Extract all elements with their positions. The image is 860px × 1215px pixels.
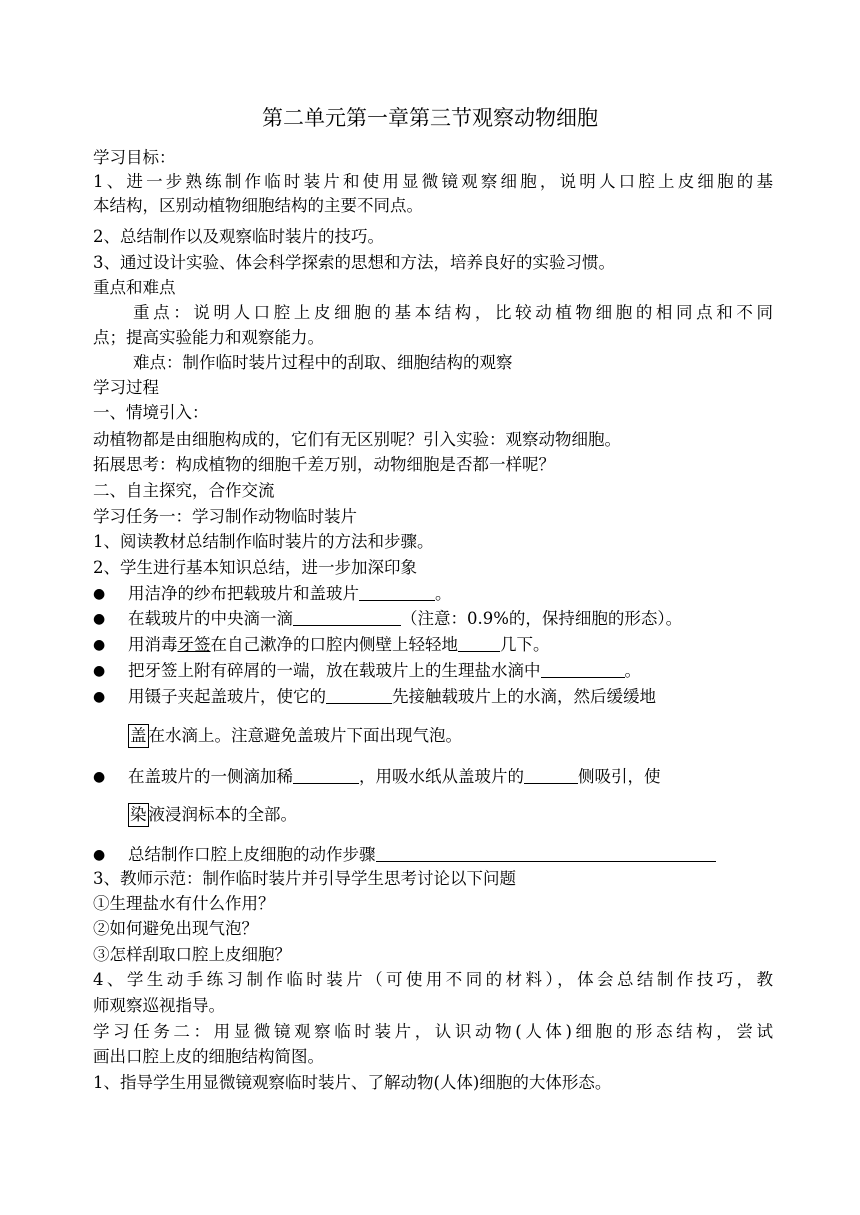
goal-2: 2、总结制作以及观察临时装片的技巧。 bbox=[93, 227, 384, 246]
bullet-1-text: 用洁净的纱布把载玻片和盖玻片 bbox=[128, 584, 359, 603]
bullet-6-end: 液浸润标本的全部。 bbox=[148, 805, 297, 824]
blank-field[interactable] bbox=[458, 635, 500, 652]
task-2-heading-line-1: 学习任务二：用显微镜观察临时装片，认识动物(人体)细胞的形态结构，尝试 bbox=[93, 1022, 773, 1041]
blank-field[interactable] bbox=[376, 845, 716, 862]
blank-field[interactable] bbox=[359, 584, 435, 601]
bullet-item-1 bbox=[128, 582, 452, 606]
bullet-5-text: 用镊子夹起盖玻片，使它的 bbox=[128, 687, 326, 706]
boxed-character: 盖 bbox=[128, 724, 149, 748]
bullet-item-6 bbox=[128, 765, 661, 789]
goal-3: 3、通过设计实验、体会科学探索的思想和方法，培养良好的实验习惯。 bbox=[93, 253, 615, 272]
bullet-6-text-3: 侧吸引，使 bbox=[578, 767, 661, 786]
task-2-heading-line-2: 画出口腔上皮的细胞结构简图。 bbox=[93, 1047, 324, 1066]
question-3: ③怎样刮取口腔上皮细胞？ bbox=[93, 945, 291, 964]
task-1-step-1: 1、阅读教材总结制作临时装片的方法和步骤。 bbox=[93, 532, 434, 551]
bullet-3-text: 用消毒 bbox=[128, 635, 178, 654]
bullet-icon: ● bbox=[93, 611, 106, 627]
blank-field[interactable] bbox=[293, 767, 359, 784]
goal-1-line-1: 1、进一步熟练制作临时装片和使用显微镜观察细胞，说明人口腔上皮细胞的基 bbox=[93, 172, 773, 191]
bullet-icon: ● bbox=[93, 847, 106, 863]
blank-field[interactable] bbox=[524, 767, 578, 784]
bullet-icon: ● bbox=[93, 586, 106, 602]
task-1-step-4-line-1: 4、学生动手练习制作临时装片（可使用不同的材料），体会总结制作技巧，教 bbox=[93, 970, 773, 989]
bullet-item-6-cont bbox=[128, 803, 297, 827]
bullet-4-text: 把牙签上附有碎屑的一端，放在载玻片上的生理盐水滴中 bbox=[128, 661, 541, 680]
section-2-heading: 二、自主探究，合作交流 bbox=[93, 481, 275, 500]
section-1-heading: 一、情境引入： bbox=[93, 403, 209, 422]
bullet-3-text-2: 在自己漱净的口腔内侧壁上轻轻地 bbox=[210, 635, 458, 654]
boxed-character: 染 bbox=[128, 803, 149, 827]
question-1: ①生理盐水有什么作用？ bbox=[93, 894, 275, 913]
bullet-item-3 bbox=[128, 633, 550, 657]
intro-2: 拓展思考：构成植物的细胞千差万别，动物细胞是否都一样呢？ bbox=[93, 455, 555, 474]
bullet-1-end: 。 bbox=[435, 584, 452, 603]
goals-heading: 学习目标： bbox=[93, 148, 176, 167]
bullet-icon: ● bbox=[93, 769, 106, 785]
bullet-item-7 bbox=[128, 843, 716, 867]
bullet-7-text: 总结制作口腔上皮细胞的动作步骤 bbox=[128, 845, 376, 864]
bullet-item-4 bbox=[128, 659, 641, 683]
bullet-3-end: 几下。 bbox=[500, 635, 550, 654]
bullet-5-end: 在水滴上。注意避免盖玻片下面出现气泡。 bbox=[148, 726, 462, 745]
bullet-item-5-cont bbox=[128, 724, 462, 748]
process-heading: 学习过程 bbox=[93, 378, 159, 397]
task-2-step-1: 1、指导学生用显微镜观察临时装片、了解动物(人体)细胞的大体形态。 bbox=[93, 1073, 612, 1092]
intro-1: 动植物都是由细胞构成的，它们有无区别呢？引入实验：观察动物细胞。 bbox=[93, 430, 621, 449]
page-title: 第二单元第一章第三节观察动物细胞 bbox=[262, 106, 598, 130]
key-heading: 重点和难点 bbox=[93, 278, 176, 297]
task-1-heading: 学习任务一：学习制作动物临时装片 bbox=[93, 507, 357, 526]
key-point-line-2: 点；提高实验能力和观察能力。 bbox=[93, 328, 324, 347]
blank-field[interactable] bbox=[326, 687, 392, 704]
bullet-item-5 bbox=[128, 685, 656, 709]
difficult-point: 难点：制作临时装片过程中的刮取、细胞结构的观察 bbox=[133, 353, 513, 372]
goal-1-line-2: 本结构，区别动植物细胞结构的主要不同点。 bbox=[93, 196, 423, 215]
blank-field[interactable] bbox=[293, 609, 401, 626]
bullet-4-end: 。 bbox=[624, 661, 641, 680]
bullet-5-text-2: 先接触载玻片上的水滴，然后缓缓地 bbox=[392, 687, 656, 706]
bullet-6-text: 在盖玻片的一侧滴加稀 bbox=[128, 767, 293, 786]
key-point-line-1: 重点：说明人口腔上皮细胞的基本结构，比较动植物细胞的相同点和不同 bbox=[133, 303, 773, 322]
blank-field[interactable] bbox=[541, 661, 625, 678]
bullet-icon: ● bbox=[93, 689, 106, 705]
bullet-2-text: 在载玻片的中央滴一滴 bbox=[128, 609, 293, 628]
task-1-step-2: 2、学生进行基本知识总结，进一步加深印象 bbox=[93, 558, 417, 577]
question-2: ②如何避免出现气泡？ bbox=[93, 919, 258, 938]
bullet-icon: ● bbox=[93, 637, 106, 653]
task-1-step-4-line-2: 师观察巡视指导。 bbox=[93, 996, 225, 1015]
bullet-item-2 bbox=[128, 607, 682, 631]
underlined-word: 牙签 bbox=[177, 635, 211, 654]
bullet-6-text-2: ，用吸水纸从盖玻片的 bbox=[359, 767, 524, 786]
bullet-icon: ● bbox=[93, 663, 106, 679]
bullet-2-end: （注意：0.9%的，保持细胞的形态）。 bbox=[401, 609, 683, 628]
task-1-step-3: 3、教师示范：制作临时装片并引导学生思考讨论以下问题 bbox=[93, 869, 516, 888]
